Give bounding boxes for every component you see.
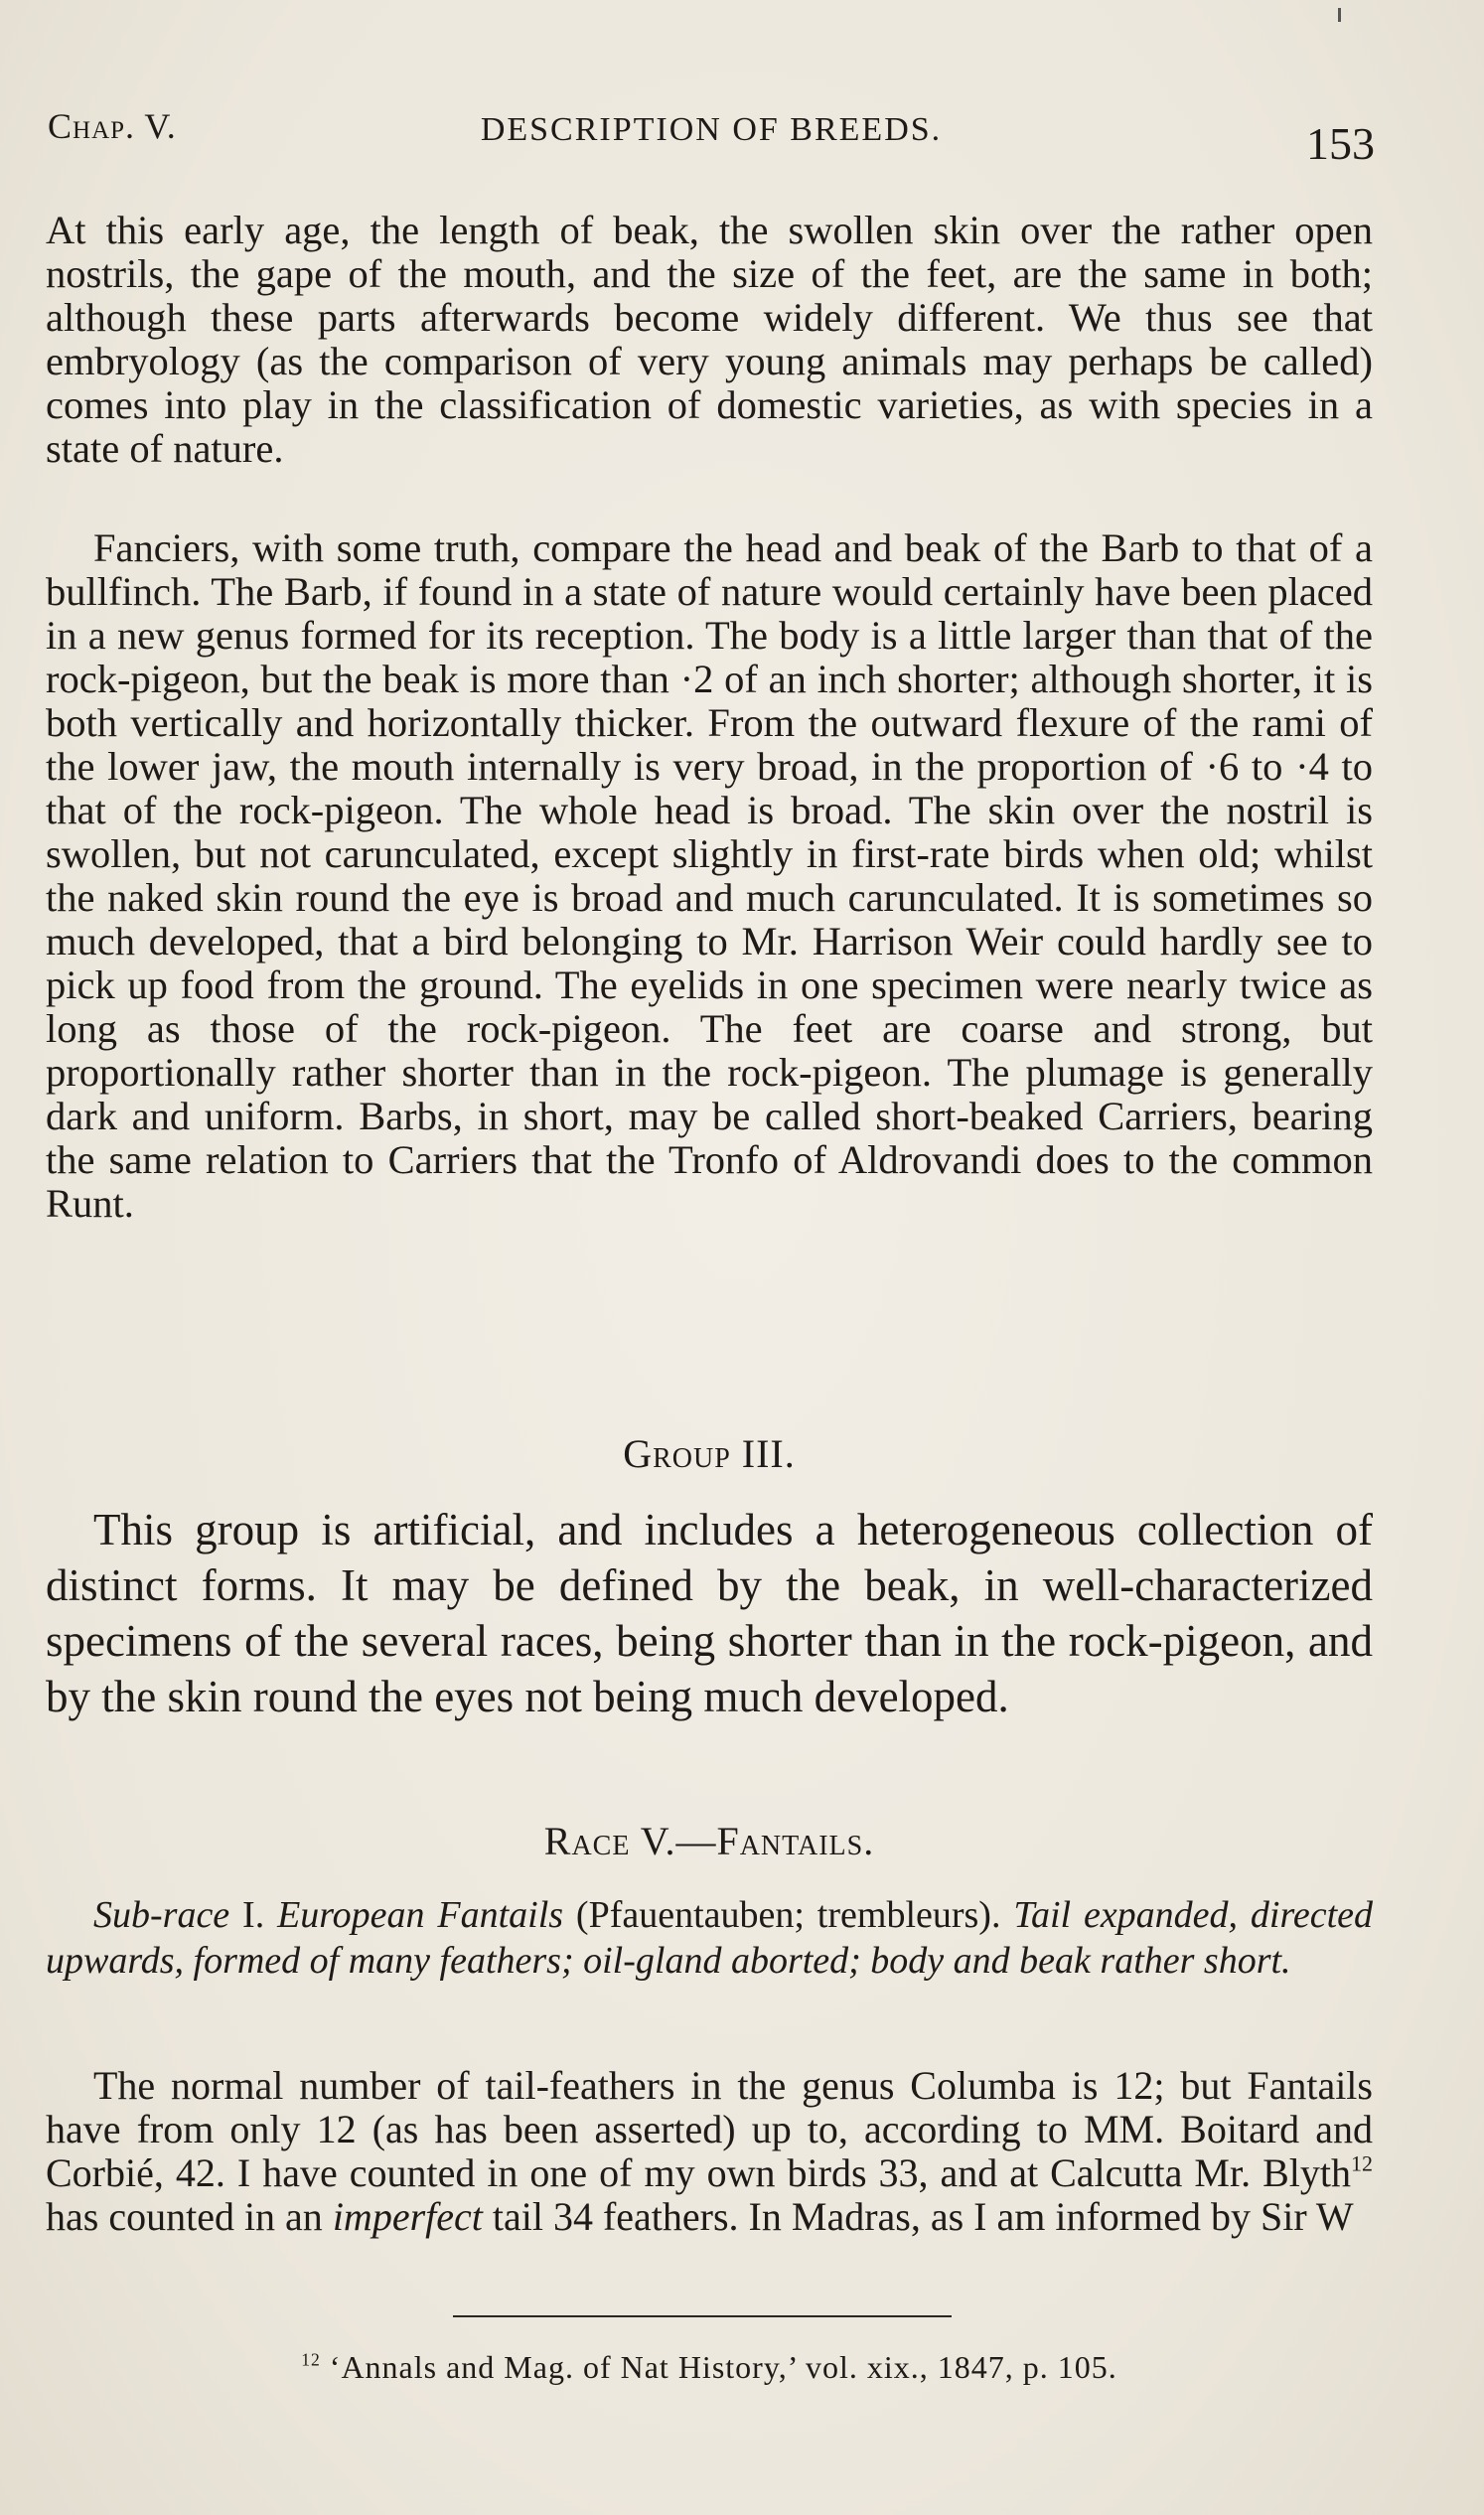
- running-title: DESCRIPTION OF BREEDS.: [480, 111, 943, 148]
- subrace-name: European Fantails: [277, 1894, 564, 1936]
- paragraph-3: [46, 2064, 1373, 2239]
- subrace-block: [46, 1892, 1373, 1984]
- page-header: [48, 99, 1375, 169]
- subrace-description: Tail expanded, directed upwards, formed of many feathers; oil-gland aborted; body and beak rather short.: [46, 1894, 1373, 1982]
- chapter-label: Chap. V.: [48, 106, 177, 146]
- paragraph-3-part-1: The normal number of tail-feathers in the genus Columba is 12; but Fantails have from only 12 (as has been asserted) up to, according to MM. Boitard and Corbié, 42. I have counted in one of my own birds 33, and at Calcutta Mr. Blyth: [46, 2063, 1373, 2195]
- footnote-ref: 12: [1351, 2150, 1373, 2176]
- subrace-number: I.: [242, 1894, 265, 1936]
- subrace-paragraph: [46, 1892, 1373, 1984]
- footnote: [46, 2349, 1373, 2386]
- group-paragraph-block: [46, 1502, 1373, 1724]
- paragraph-3-block: [46, 2064, 1373, 2239]
- subrace-synonyms: (Pfauentauben; trembleurs).: [575, 1894, 1001, 1936]
- group-heading: Group III.: [623, 1431, 796, 1476]
- paragraph-3-italic: imperfect: [332, 2194, 483, 2239]
- paragraph-3-part-3: tail 34 feathers. In Madras, as I am informed by Sir W: [482, 2194, 1354, 2239]
- footnote-number: 12: [301, 2349, 321, 2370]
- page-number: 153: [1306, 118, 1375, 169]
- subrace-label: Sub-race: [93, 1894, 230, 1936]
- paragraph-1: At this early age, the length of beak, the swollen skin over the rather open nostrils, the gape of the mouth, and the size of the feet, are the same in both; although these parts afterwards become widely different. We thus see that embryology (as the comparison of very young animals may perhaps be called) comes into play in the classification of domestic varieties, as with species in a state of nature.: [46, 208, 1373, 471]
- paragraph-2: Fanciers, with some truth, compare the head and beak of the Barb to that of a bullfinch. The Barb, if found in a state of nature would certainly have been placed in a new genus formed for its reception. The body is a little larger than that of the rock-pigeon, but the beak is more than ·2 of an inch shorter; although shorter, it is both vertically and horizontally thicker. From the outward flexure of the rami of the lower jaw, the mouth internally is very broad, in the proportion of ·6 to ·4 to that of the rock-pigeon. The whole head is broad. The skin over the nostril is swollen, but not carunculated, except slightly in first-rate birds when old; whilst the naked skin round the eye is broad and much carunculated. It is sometimes so much developed, that a bird belonging to Mr. Harrison Weir could hardly see to pick up food from the ground. The eyelids in one specimen were nearly twice as long as those of the rock-pigeon. The feet are coarse and strong, but proportionally rather shorter than in the rock-pigeon. The plumage is generally dark and uniform. Barbs, in short, may be called short-beaked Carriers, bearing the same relation to Carriers that the Tronfo of Aldrovandi does to the common Runt.: [46, 525, 1373, 1226]
- paragraph-2-block: [46, 526, 1373, 1226]
- paragraph-3-part-2: has counted in an: [46, 2194, 333, 2239]
- paragraph-1-block: [46, 209, 1373, 471]
- race-heading: Race V.—Fantails.: [543, 1819, 875, 1863]
- page-mark: [1338, 8, 1341, 22]
- group-paragraph: This group is artificial, and includes a heterogeneous collection of distinct forms. It may be defined by the beak, in well-characterized specimens of the several races, being shorter than in the rock-pigeon, and by the skin round the eyes not being much developed.: [46, 1505, 1373, 1721]
- footnote-text: ‘Annals and Mag. of Nat History,’ vol. xix., 1847, p. 105.: [329, 2349, 1117, 2385]
- footnote-rule: [453, 2315, 952, 2317]
